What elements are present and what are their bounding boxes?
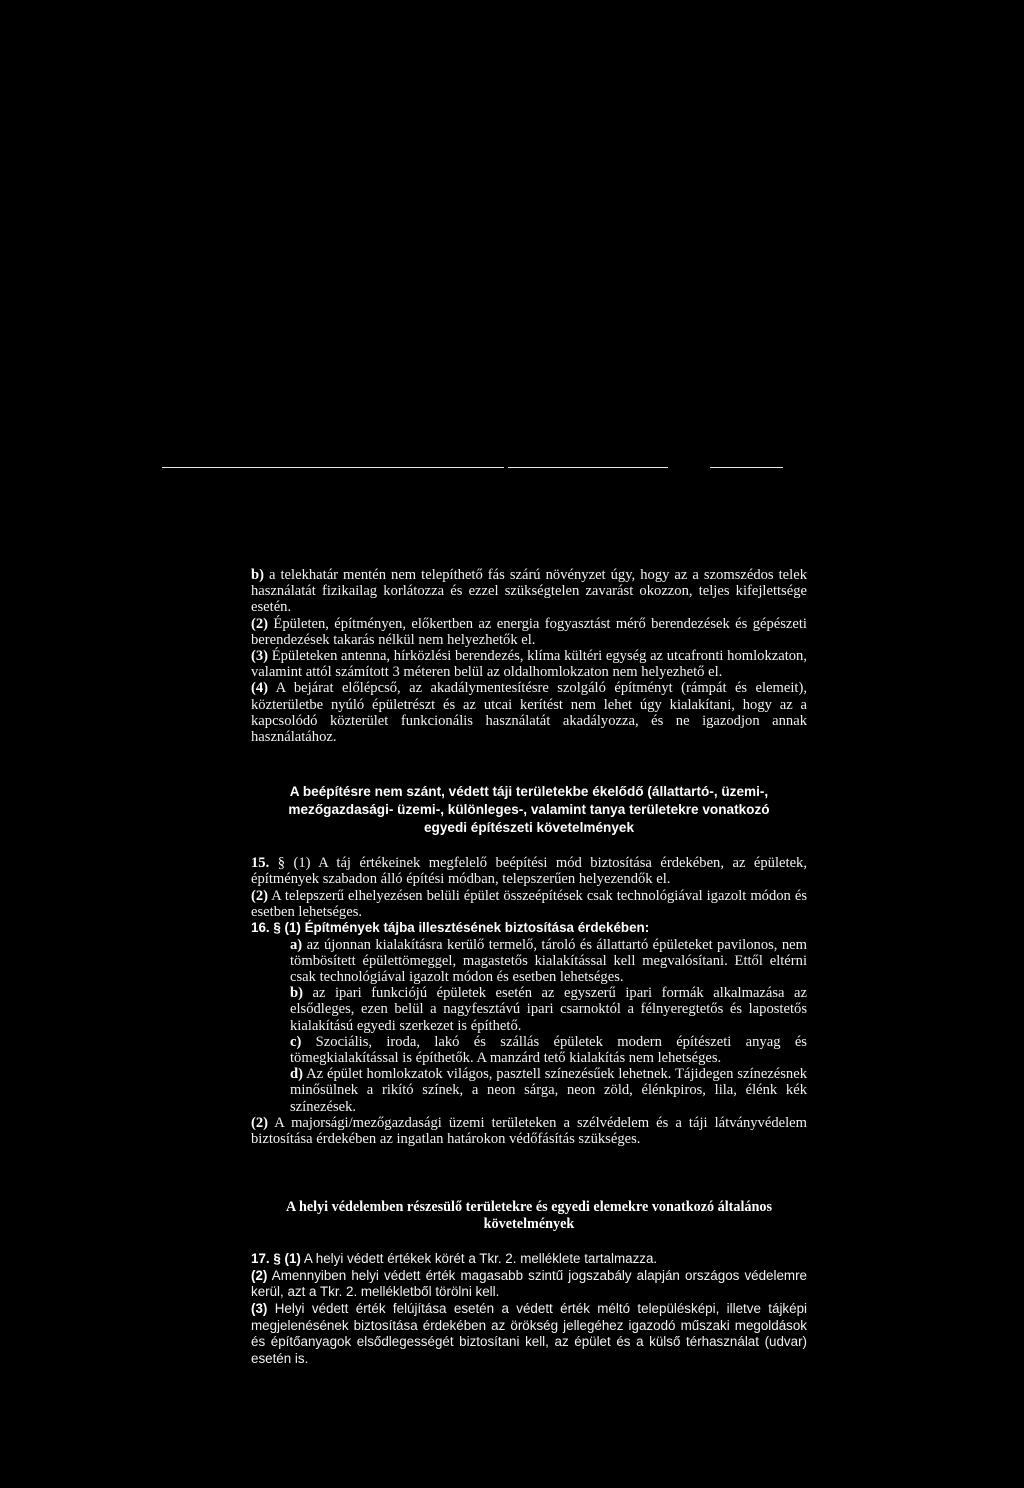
list-item: a) az újonnan kialakításra kerülő termelő, tároló és állattartó épületeket pavilonos, nem tömbösített épülettömeggel, magastetős kialakítással kell megvalósítani. Ettől eltérni csak technológiával igazolt módon és esetben lehetséges. [290, 936, 807, 986]
paragraph: (3) Épületeken antenna, hírközlési berendezés, klíma kültéri egység az utcafronti homlokzaton, valamint attól számított 3 méteren belül az oldalhomlokzaton nem helyezhető el. [251, 648, 807, 681]
paragraph: (2) A telepszerű elhelyezésen belüli épület összeépítések csak technológiával igazolt módon és esetben lehetséges. [251, 887, 807, 920]
section-heading-1: A beépítésre nem szánt, védett táji területekbe ékelődő (állattartó-, üzemi-, mezőgazdasági- üzemi-, különleges-, valamint tanya területekre vonatkozó egyedi építészeti követelmények [288, 784, 770, 836]
paragraph: (3) Helyi védett érték felújítása esetén a védett érték méltó településképi, illetve tájképi megjelenésének biztosítása érdekében az örökség jellegéhez igazodó műszaki megoldások és építőanyagok elsődlegességét biztosítani kell, az épület és a külső térhasználat (udvar) esetén is. [251, 1301, 807, 1366]
list-item: b) az ipari funkciójú épületek esetén az egyszerű ipari formák alkalmazása az elsődleges, ezen belül a nagyfesztávú ipari csarnoktól a félnyeregtetős és lapostetős kialakítású egyedi szerkezet is építhető. [290, 985, 807, 1034]
paragraph: (2) Amennyiben helyi védett érték magasabb szintű jogszabály alapján országos védelemre kerül, azt a Tkr. 2. mellékletből törölni kell. [251, 1267, 807, 1300]
section-17 [251, 1251, 807, 1367]
paragraph: (4) A bejárat előlépcső, az akadálymentesítésre szolgáló építményt (rámpát és elemeit), közterületbe nyúló épületrészt és az utcai kerítést nem lehet úgy kialakítani, hogy az a kapcsolódó közterület funkcionális használatát akadályozza, és ne igazodjon annak használatához. [251, 680, 807, 746]
top-rule-middle [508, 467, 668, 468]
section-16 [251, 920, 807, 1147]
paragraph: b) a telekhatár mentén nem telepíthető fás szárú növényzet úgy, hogy az a szomszédos telek használatát fizikailag korlátozza és ezzel szükségtelen zavarást okozzon, teljes kifejlettsége esetén. [251, 567, 807, 616]
paragraph-16-2: (2) A majorsági/mezőgazdasági üzemi területeken a szélvédelem és a táji látványvédelem biztosítása érdekében az ingatlan határokon védőfásítás szükséges. [251, 1114, 807, 1148]
section-heading-2: A helyi védelemben részesülő területekre és egyedi elemekre vonatkozó általános követelmények [285, 1199, 773, 1233]
list-item: c) Szociális, iroda, lakó és szállás épületek modern építészeti anyag és tömegkialakítással is építhetők. A manzárd tető kialakítás nem lehetséges. [290, 1033, 807, 1067]
paragraph: 17. § (1) A helyi védett értékek körét a Tkr. 2. melléklete tartalmazza. [251, 1251, 658, 1267]
list-16 [251, 937, 807, 1115]
document-body [251, 567, 807, 1367]
section-15 [251, 855, 807, 920]
section-14-continued [251, 567, 807, 745]
top-rule-right [710, 467, 783, 468]
list-item: d) Az épület homlokzatok világos, pasztell színezésűek lehetnek. Tájidegen színezésnek minősülnek a rikító színek, a neon sárga, neon zöld, élénkpiros, lila, élénk kék színezések. [290, 1066, 807, 1115]
top-rule-left [162, 467, 504, 468]
paragraph: (2) Épületen, építményen, előkertben az energia fogyasztást mérő berendezések és gépészeti berendezések takarás nélkül nem helyezhetők el. [251, 615, 807, 648]
paragraph-16-1: 16. § (1) Építmények tájba illesztésének biztosítása érdekében: [251, 920, 650, 936]
paragraph: 15. § (1) A táj értékeinek megfelelő beépítési mód biztosítása érdekében, az épületek, építmények szabadon álló építési módban, telepszerűen helyezendők el. [251, 855, 807, 888]
